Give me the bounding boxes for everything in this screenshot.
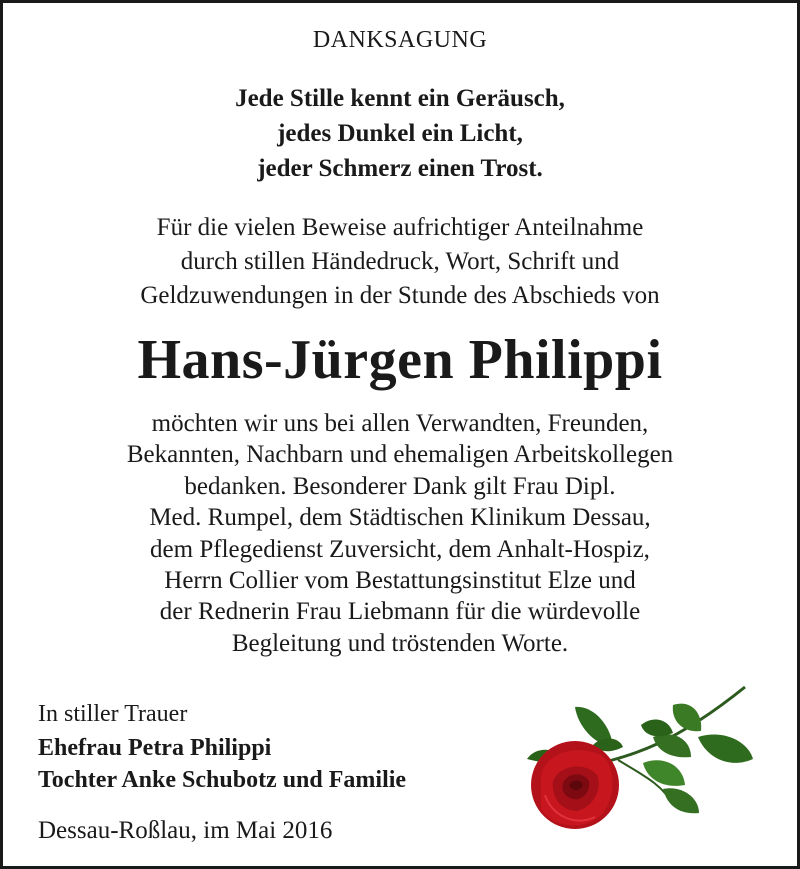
body-line: der Rednerin Frau Liebmann für die würdevolle [159,598,641,626]
body-line: Begleitung und tröstenden Worte. [231,629,569,657]
body-line: dem Pflegedienst Zuversicht, dem Anhalt-Hospiz, [150,535,650,563]
signatory: Tochter Anke Schubotz und Familie [38,767,407,793]
intro-line: durch stillen Händedruck, Wort, Schrift und [180,248,620,275]
quote-line: Jede Stille kennt ein Geräusch, [235,85,565,112]
quote-line: jeder Schmerz einen Trost. [257,155,543,182]
rose-icon [523,685,763,835]
quote-line: jedes Dunkel ein Licht, [277,120,523,147]
body-line: Herrn Collier vom Bestattungsinstitut Elze und [164,567,636,595]
deceased-name: Hans-Jürgen Philippi [137,329,663,391]
mourning-line: In stiller Trauer [38,701,188,727]
signatory: Ehefrau Petra Philippi [38,735,272,761]
intro-text [3,211,797,313]
thanks-text [3,408,797,659]
quote [3,81,797,186]
body-line: möchten wir uns bei allen Verwandten, Freunden, [151,410,649,437]
body-line: Bekannten, Nachbarn und ehemaligen Arbeitskollegen [126,441,674,469]
body-line: Med. Rumpel, dem Städtischen Klinikum Dessau, [149,504,651,532]
intro-line: Für die vielen Beweise aufrichtiger Anteilnahme [156,214,644,241]
heading: DANKSAGUNG [312,27,488,53]
intro-line: Geldzuwendungen in der Stunde des Abschieds von [140,282,660,309]
body-line: bedanken. Besonderer Dank gilt Frau Dipl. [184,472,616,500]
place-date: Dessau-Roßlau, im Mai 2016 [38,817,333,844]
